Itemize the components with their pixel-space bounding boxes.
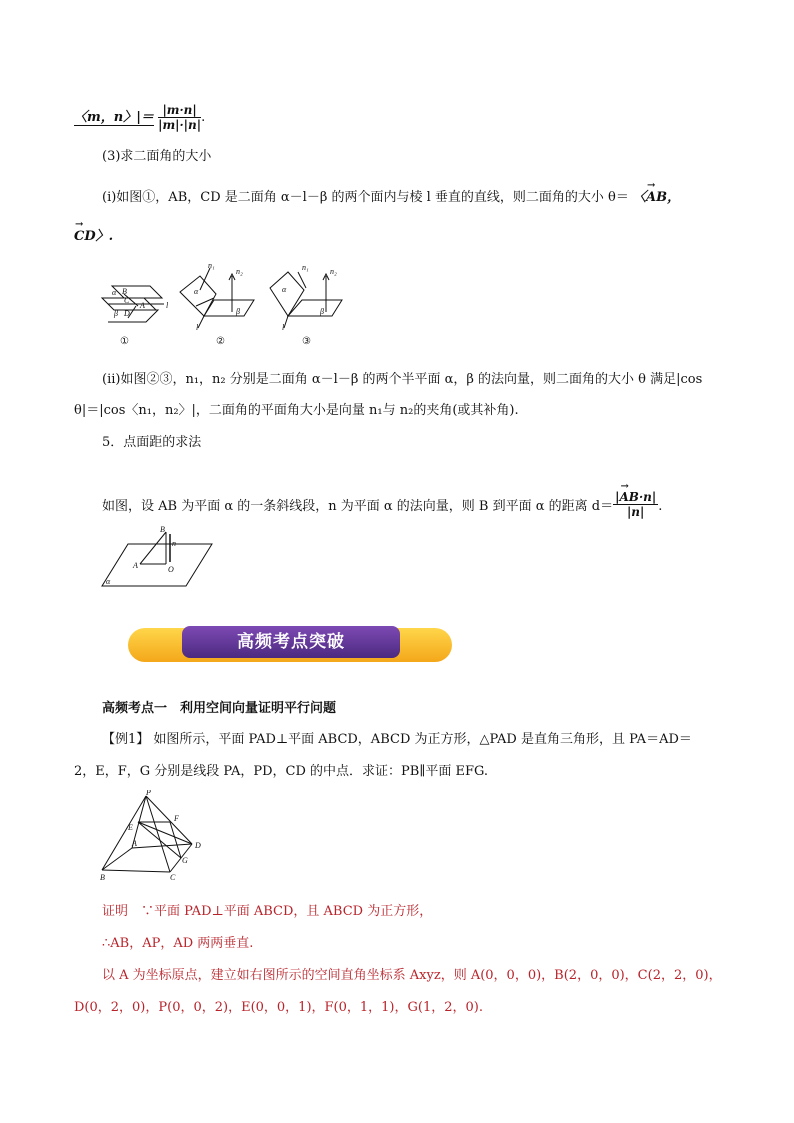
figure-1 [102, 286, 169, 347]
vector-ab-dist: → AB [620, 490, 639, 504]
f5-label-E: E [128, 823, 133, 832]
figure-2-caption: ② [216, 336, 225, 347]
section-3-i-cont [74, 225, 113, 244]
f2-label-alpha: α [194, 287, 199, 296]
f1-label-C: C [124, 296, 130, 305]
example-1-line1: 【例1】 如图所示，平面 PAD⊥平面 ABCD，ABCD 为正方形，△PAD 是直角三角形，且 PA＝AD＝ [102, 732, 692, 747]
f3-label-l: l [282, 323, 285, 332]
section-3-i-body: (ⅰ)如图①，AB，CD 是二面角 α－l－β 的两个面内与棱 l 垂直的直线，则二面角的大小 θ＝ [102, 190, 629, 205]
f4-label-A: A [133, 561, 138, 570]
angle-ab-open: 〈 [632, 190, 646, 205]
section-3-i-text [102, 186, 680, 205]
pyramid-figure [98, 790, 208, 884]
figure-2 [180, 261, 254, 347]
f3-label-beta: β [320, 307, 324, 316]
figure-3-caption: ③ [302, 336, 311, 347]
f2-label-beta: β [236, 307, 240, 316]
f4-label-O: O [168, 565, 174, 574]
formula-cos-angle [74, 103, 205, 132]
f3-label-alpha: α [282, 285, 287, 294]
f5-label-A: A [132, 839, 137, 848]
vector-ab: → AB [646, 190, 667, 205]
f5-label-C: C [170, 873, 176, 882]
section-3-ii-line2: θ|＝|cos〈n₁，n₂〉|，二面角的平面角大小是向量 n₁与 n₂的夹角(或其补角). [74, 403, 519, 418]
f2-label-n2: n₂ [236, 267, 243, 276]
section-3-title: (3)求二面角的大小 [102, 149, 212, 164]
num-tail: ·n| [638, 490, 657, 504]
f4-label-alpha: α [106, 577, 111, 586]
f1-label-D: D [124, 309, 130, 318]
f5-label-F: F [174, 814, 179, 823]
fraction-denominator: |m|·|n| [158, 118, 202, 132]
figure-3 [270, 263, 342, 347]
proof-line4: D(0，2，0)，P(0，0，2)，E(0，0，1)，F(0，1，1)，G(1，2，0). [74, 1000, 483, 1015]
f4-label-n: n [172, 539, 176, 548]
f1-label-beta: β [114, 309, 118, 318]
f5-label-G: G [182, 856, 188, 865]
fraction-numerator: |m·n| [158, 103, 201, 118]
section-5-text [102, 490, 662, 519]
f1-label-l: l [166, 301, 169, 310]
topic-1-title: 高频考点一 利用空间向量证明平行问题 [102, 701, 337, 716]
proof-line3: 以 A 为坐标原点，建立如右图所示的空间直角坐标系 Axyz，则 A(0，0，0)，B(2，0，0)，C(2，2，0)， [102, 968, 722, 983]
f1-label-B: B [122, 287, 127, 296]
point-plane-figure [100, 522, 216, 592]
f3-label-n2: n₂ [330, 267, 337, 276]
f1-label-alpha: α [112, 288, 117, 297]
f1-label-A: A [140, 301, 145, 310]
vector-cd: → CD [74, 229, 96, 244]
fraction [158, 103, 201, 132]
distance-period: . [658, 499, 663, 514]
section-5-body: 如图，设 AB 为平面 α 的一条斜线段，n 为平面 α 的法向量，则 B 到平面 α 的距离 d＝ [102, 499, 614, 514]
proof-line2: ∴AB，AP，AD 两两垂直. [102, 936, 254, 951]
banner-title: 高频考点突破 [182, 626, 400, 658]
f2-label-n1: n₁ [208, 261, 215, 270]
f4-label-B: B [160, 525, 165, 534]
formula-period: . [201, 110, 206, 125]
distance-numerator [613, 490, 658, 505]
figure-1-caption: ① [120, 336, 129, 347]
distance-denominator: |n| [626, 505, 645, 519]
angle-mn: 〈m，n〉|＝ [74, 110, 154, 125]
section-3-ii-line1: (ⅱ)如图②③，n₁，n₂ 分别是二面角 α－l－β 的两个半平面 α，β 的法向量，则二面角的大小 θ 满足|cos [102, 372, 703, 387]
f5-label-B: B [100, 873, 105, 882]
f5-label-P: P [146, 790, 151, 797]
f2-label-l: l [196, 323, 199, 332]
proof-line1: 证明 ∵平面 PAD⊥平面 ABCD，且 ABCD 为正方形， [102, 904, 433, 919]
distance-fraction [613, 490, 658, 519]
angle-cd-close: 〉. [95, 229, 114, 244]
f3-label-n1: n₁ [302, 263, 309, 272]
dihedral-figures [98, 258, 358, 350]
f5-label-D: D [195, 841, 201, 850]
section-5-title: 5．点面距的求法 [102, 435, 202, 450]
angle-sep: ， [667, 190, 681, 205]
example-1-line2: 2，E，F，G 分别是线段 PA，PD，CD 的中点．求证：PB∥平面 EFG. [74, 764, 489, 779]
num-bar: | [615, 490, 620, 504]
